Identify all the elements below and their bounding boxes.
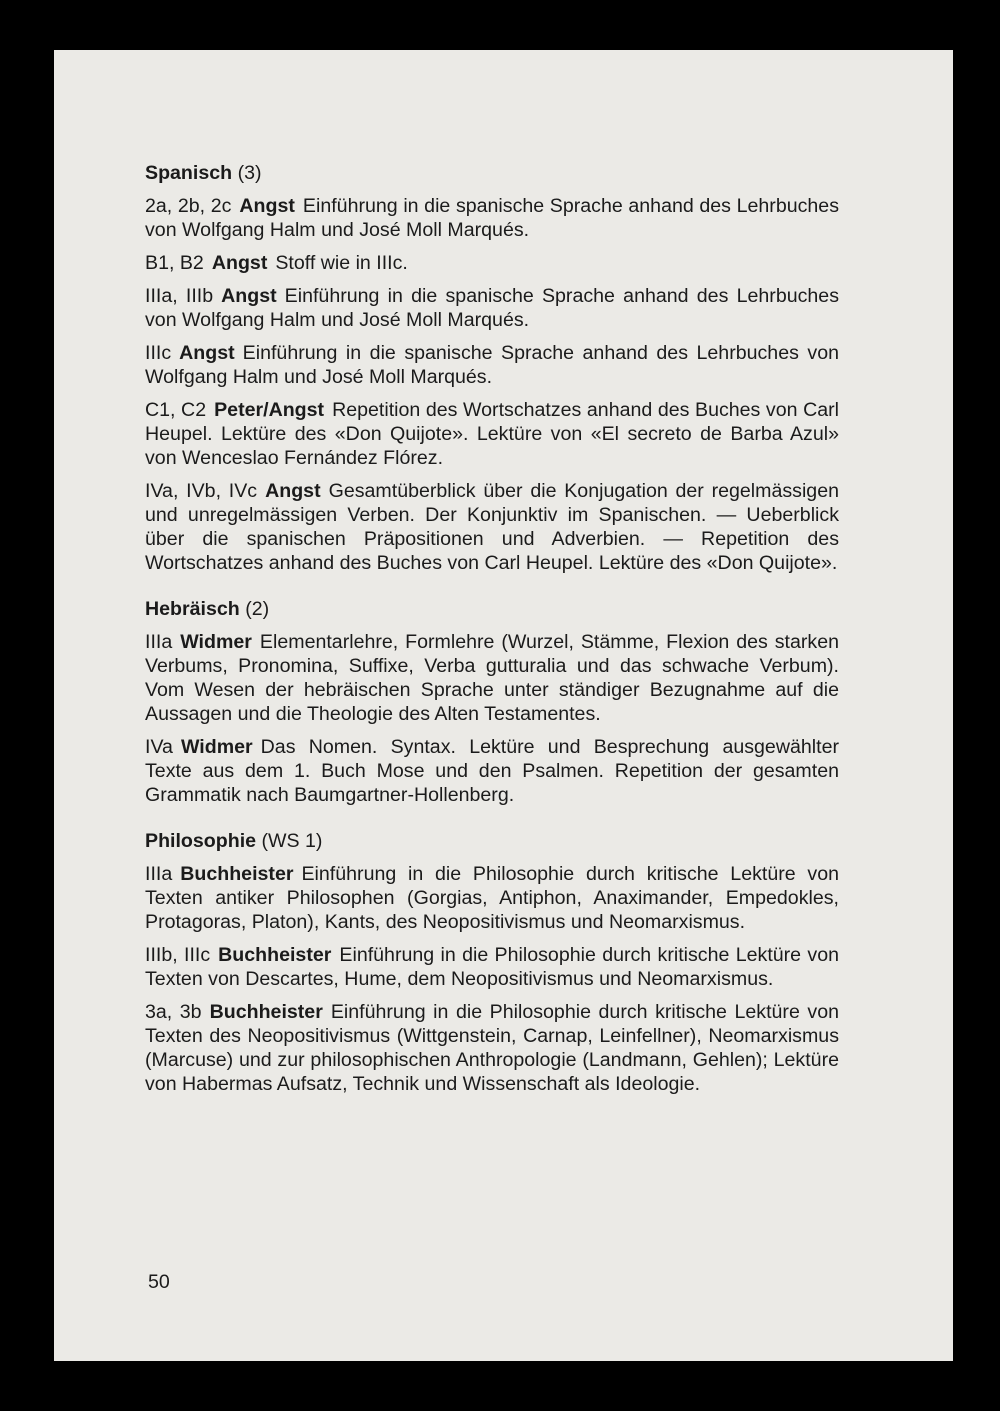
course-classes: IIIa — [145, 631, 173, 653]
section-heading — [145, 829, 839, 853]
course-teacher: Buchheister — [218, 944, 332, 966]
section-title: Hebräisch — [145, 598, 240, 620]
course-classes: IIIc — [145, 342, 172, 364]
course-description: Elementarlehre, Formlehre (Wurzel, Stämme, Flexion des starken Verbums, Pronomina, Suffixe, Verba gutturalia und das schwache Verbum). Vom Wesen der hebräischen Sprache unter ständiger Bezugnahme auf die Aussagen und die Theologie des Alten Testamentes. — [145, 631, 839, 725]
course-teacher: Peter/Angst — [214, 399, 325, 421]
section-heading — [145, 161, 839, 185]
course-teacher: Buchheister — [209, 1001, 323, 1023]
course-entry — [145, 284, 839, 332]
course-description: Gesamtüberblick über die Konjugation der regelmässigen und unregelmässigen Verben. Der Konjunktiv im Spanischen. — Ueberblick über die spanischen Präpositionen und Adverbien. — Repetition des Wortschatzes anhand des Buches von Carl Heupel. Lektüre des «Don Quijote». — [145, 480, 839, 574]
course-classes: 2a, 2b, 2c — [145, 195, 232, 217]
section-philosophie — [145, 829, 839, 1096]
course-teacher: Widmer — [180, 631, 252, 653]
course-description: Einführung in die Philosophie durch kritische Lektüre von Texten antiker Philosophen (Gorgias, Antiphon, Anaximander, Empedokles, Protagoras, Platon), Kants, des Neopositivismus und Neomarxismus. — [145, 863, 839, 933]
course-entry — [145, 630, 839, 726]
section-title: Spanisch — [145, 162, 233, 184]
course-teacher: Angst — [179, 342, 235, 364]
course-description: Repetition des Wortschatzes anhand des Buches von Carl Heupel. Lektüre des «Don Quijote». Lektüre von «El secreto de Barba Azul» von Wenceslao Fernández Flórez. — [145, 399, 839, 469]
course-entry — [145, 479, 839, 575]
page-number: 50 — [148, 1271, 170, 1293]
course-teacher: Buchheister — [180, 863, 294, 885]
course-teacher: Angst — [239, 195, 295, 217]
course-entry — [145, 1000, 839, 1096]
course-classes: C1, C2 — [145, 399, 207, 421]
section-hebraeisch — [145, 597, 839, 807]
course-classes: IVa — [145, 736, 173, 758]
course-classes: IVa, IVb, IVc — [145, 480, 258, 502]
course-entry — [145, 194, 839, 242]
course-description: Einführung in die spanische Sprache anhand des Lehrbuches von Wolfgang Halm und José Moll Marqués. — [145, 195, 839, 241]
course-description: Einführung in die spanische Sprache anhand des Lehrbuches von Wolfgang Halm und José Moll Marqués. — [145, 285, 839, 331]
page-content — [145, 161, 839, 1096]
course-classes: IIIb, IIIc — [145, 944, 211, 966]
section-hours: (3) — [237, 162, 262, 184]
course-entry — [145, 341, 839, 389]
course-classes: B1, B2 — [145, 252, 204, 274]
document-page — [54, 50, 953, 1361]
course-classes: 3a, 3b — [145, 1001, 202, 1023]
course-description: Einführung in die spanische Sprache anhand des Lehrbuches von Wolfgang Halm und José Moll Marqués. — [145, 342, 839, 388]
course-teacher: Angst — [211, 252, 268, 274]
course-classes: IIIa, IIIb — [145, 285, 214, 307]
course-entry — [145, 251, 839, 275]
course-teacher: Angst — [265, 480, 321, 502]
course-description: Einführung in die Philosophie durch kritische Lektüre von Texten von Descartes, Hume, dem Neopositivismus und Neomarxismus. — [145, 944, 840, 990]
course-entry — [145, 398, 839, 470]
section-title: Philosophie — [145, 830, 257, 852]
course-entry — [145, 943, 839, 991]
course-entry — [145, 735, 839, 807]
course-teacher: Widmer — [180, 736, 253, 758]
course-classes: IIIa — [145, 863, 173, 885]
course-entry — [145, 862, 839, 934]
course-description: Stoff wie in IIIc. — [275, 252, 408, 274]
section-hours: (WS 1) — [261, 830, 323, 852]
section-heading — [145, 597, 839, 621]
section-spanisch — [145, 161, 839, 575]
section-hours: (2) — [245, 598, 270, 620]
course-description: Einführung in die Philosophie durch kritische Lektüre von Texten des Neopositivismus (Wittgenstein, Carnap, Leinfellner), Neomarxismus (Marcuse) und zur philosophischen Anthropologie (Landmann, Gehlen); Lektüre von Habermas Aufsatz, Technik und Wissenschaft als Ideologie. — [145, 1001, 839, 1095]
course-teacher: Angst — [221, 285, 277, 307]
course-description: Das Nomen. Syntax. Lektüre und Besprechung ausgewählter Texte aus dem 1. Buch Mose und den Psalmen. Repetition der gesamten Grammatik nach Baumgartner-Hollenberg. — [145, 736, 839, 806]
